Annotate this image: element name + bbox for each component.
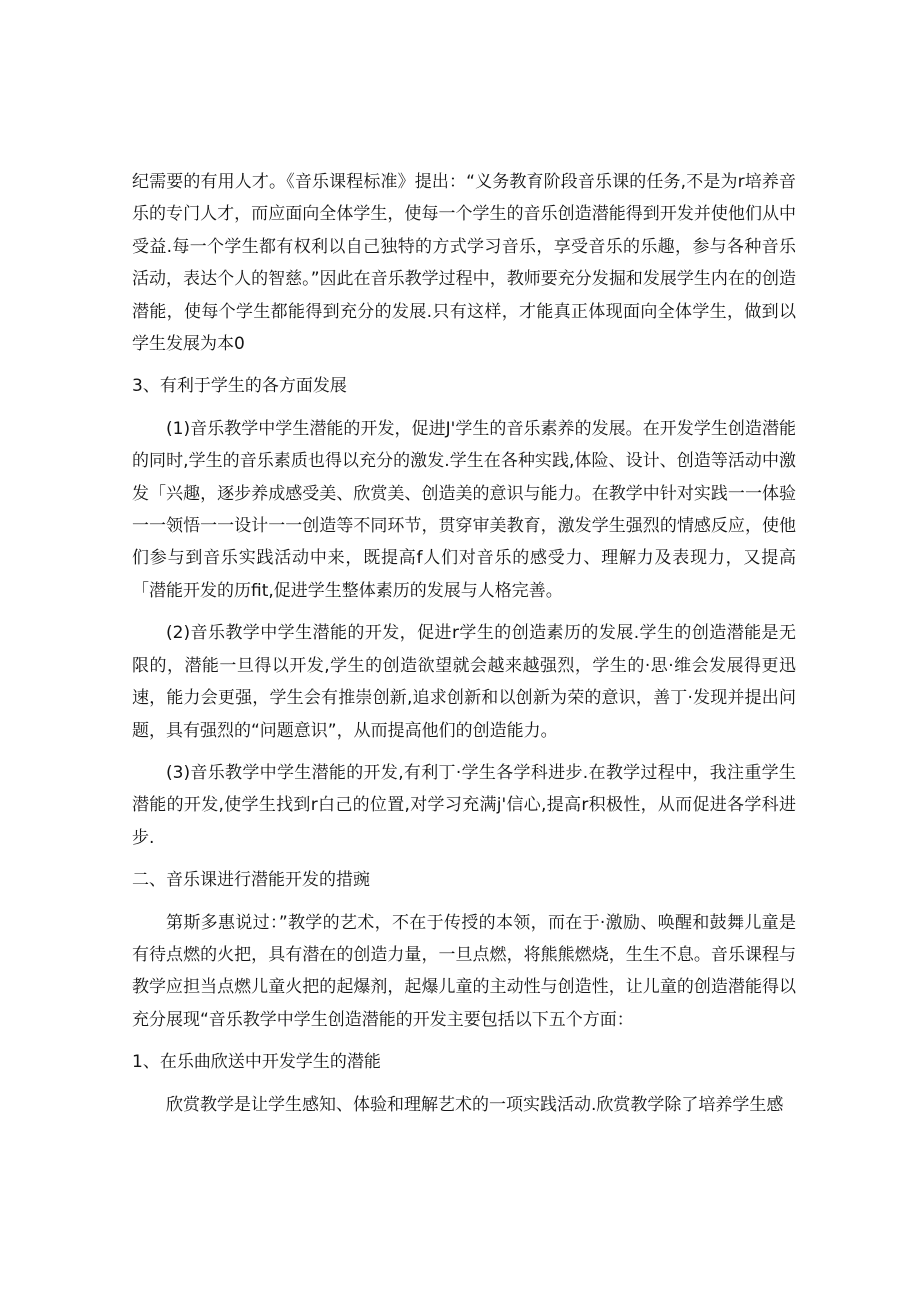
paragraph-gap [132,360,796,370]
paragraph-gap [132,1036,796,1046]
paragraph-point-1-music-literacy: (1)音乐教学中学生潜能的开发，促进J'学生的音乐素养的发展。在开发学生创造潜能的同时,学生的音乐素质也得以充分的激发.学生在各种实践,体险、设计、创造等活动中激发「兴趣，逐步养成感受美、欣赏美、创造美的意识与能力。在教学中针对实践一一体验一一领悟一一设计一一创造等不同环节，贯穿审美教育，激发学生强烈的情感反应，使他们参与到音乐实践活动中来，既提高f人们对音乐的感受力、理解力及表现力，又提高「潜能开发的历fit,促进学生整体素历的发展与人格完善。 [132,418,796,601]
paragraph-gap [132,607,796,617]
paragraph-talent-curriculum: 纪需要的有用人才。《音乐课程标准》提出：“义务教育阶段音乐课的任务,不是为r培养音乐的专门人才，而应面向全体学生，使每一个学生的音乐创造潜能得到开发并使他们从中受益.每一个学生都有权利以自己独特的方式学习音乐，享受音乐的乐趣，参与各种音乐活动，表达个人的智慈。”因此在音乐教学过程中，教师要充分发掘和发展学生内在的创造潜能，使每个学生都能得到充分的发展.只有这样，才能真正体现面向全体学生，做到以学生发展为本0 [132,172,796,355]
paragraph-appreciation-teaching: 欣赏教学是让学生感知、体验和理解艺术的一项实践活动.欣赏教学除了培养学生感 [166,1094,784,1115]
document-body [132,166,796,1121]
paragraph-point-2-creativity: (2)音乐教学中学生潜能的开发，促进r学生的创造素历的发展.学生的创造潜能是无限的，潜能一旦得以开发,学生的创造欲望就会越来越强烈，学生的·思·维会发展得更迅速，能力会更强，学生会有推崇创新,追求创新和以创新为荣的意识，善丁·发现并提出问题，具有强烈的“问题意识”，从而提高他们的创造能力。 [132,623,796,741]
heading-all-round-development: 3、有利于学生的各方面发展 [132,376,347,397]
paragraph-gap [132,1079,796,1089]
paragraph-diesterweg-quote: 第斯多惠说过：”教学的艺术，不在于传授的本领，而在于·激励、唤醒和鼓舞儿童是有待点燃的火把，具有潜在的创造力量，一旦点燃，将熊熊燃烧，生生不息。音乐课程与教学应担当点燃儿童火把的起爆剂，起爆儿童的主动性与创造性，让儿童的创造潜能得以充分展现“音乐教学中学生创造潜能的开发主要包括以下五个方面： [132,912,796,1030]
heading-music-appreciation: 1、在乐曲欣送中开发学生的潜能 [132,1052,381,1073]
paragraph-gap [132,897,796,907]
paragraph-gap [132,403,796,413]
heading-measures: 二、音乐课进行潜能开发的措豌 [132,870,370,891]
paragraph-point-3-subjects: (3)音乐教学中学生潜能的开发,有利丁·学生各学科进步.在教学过程中，我注重学生潜能的开发,使学生找到r白己的位置,对学习充满j'信心,提高r积极性，从而促进各学科进步. [132,762,796,848]
paragraph-gap [132,854,796,864]
paragraph-gap [132,747,796,757]
